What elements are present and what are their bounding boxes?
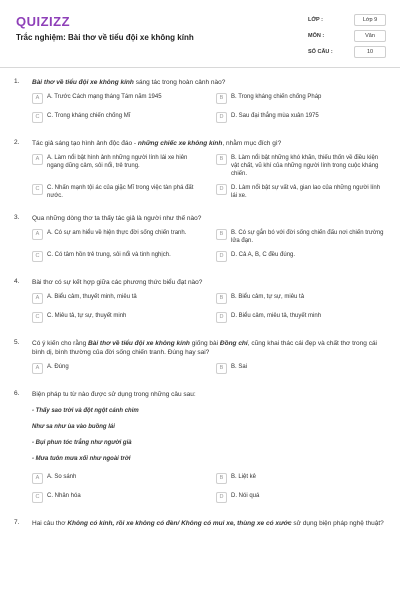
option-letter-box[interactable]: B (216, 154, 227, 165)
question-number: 4. (14, 278, 20, 285)
answer-option-c[interactable] (32, 311, 202, 325)
answer-options (32, 362, 386, 376)
option-letter-box[interactable]: D (216, 492, 227, 503)
option-letter-box[interactable]: D (216, 112, 227, 123)
meta-label: MÔN : (308, 33, 325, 39)
answer-option-c[interactable] (32, 491, 202, 505)
option-text: A. Làm nổi bật hình ảnh những người lính lái xe hiên ngang dũng cảm, sôi nổi, trẻ trung. (47, 155, 188, 169)
option-text: A. Trước Cách mạng tháng Tám năm 1945 (47, 94, 162, 100)
meta-row (308, 13, 386, 29)
question (0, 72, 400, 125)
option-letter-box[interactable]: C (32, 184, 43, 195)
question (0, 133, 400, 200)
question-text-part: Hai câu thơ (32, 520, 68, 527)
meta-value: Văn (354, 30, 386, 42)
question-text-emphasis: Đồng chí (219, 340, 248, 347)
option-text: C. Trong kháng chiến chống Mĩ (47, 113, 131, 119)
meta-value: Lớp 9 (354, 14, 386, 26)
option-letter-box[interactable]: B (216, 473, 227, 484)
option-letter-box[interactable]: C (32, 492, 43, 503)
option-text: B. Có sự gắn bó với đời sống chiến đấu nơi chiến trường lửa đạn. (231, 230, 384, 244)
option-letter-box[interactable]: D (216, 251, 227, 262)
question-text-part: , cũng khai thác cái đẹp và chất thơ trong cái bình dị, bình thường của đời sống chiến tranh. Đúng hay sai? (32, 340, 378, 356)
option-text: B. Biểu cảm, tự sự, miêu tả (231, 294, 305, 300)
answer-option-d[interactable] (216, 111, 386, 125)
answer-option-d[interactable] (216, 311, 386, 325)
question-text (32, 78, 386, 87)
answer-option-b[interactable] (216, 153, 386, 178)
option-letter-box[interactable]: B (216, 363, 227, 374)
question-text-part: Có ý kiến cho rằng (32, 340, 89, 347)
meta-row (308, 45, 386, 61)
meta-value: 10 (354, 46, 386, 58)
poem-line: - Mưa tuôn mưa xối như ngoài trời (32, 456, 131, 462)
option-text: A. Có sự am hiểu về hiện thực đời sống chiến tranh. (47, 230, 187, 236)
question (0, 384, 400, 505)
option-text: D. Biểu cảm, miêu tả, thuyết minh (231, 313, 322, 319)
answer-options (32, 228, 386, 264)
page-header (0, 0, 400, 68)
question-text (32, 339, 386, 357)
question-text-part: sáng tác trong hoàn cảnh nào? (133, 79, 226, 86)
question-text (32, 390, 386, 399)
quizizz-logo: QUIZIZZ (16, 14, 71, 29)
answer-options (32, 472, 386, 505)
question-text-part: , nhằm mục đích gì? (222, 140, 282, 147)
option-text: A. So sánh (47, 474, 77, 480)
poem-line: - Thấy sao trời và đột ngột cánh chim (32, 408, 139, 414)
question-number: 5. (14, 339, 20, 346)
answer-options (32, 292, 386, 325)
option-letter-box[interactable]: A (32, 363, 43, 374)
option-text: A. Đúng (47, 364, 69, 370)
answer-option-c[interactable] (32, 250, 202, 264)
option-text: B. Liệt kê (231, 474, 257, 480)
question (0, 208, 400, 264)
option-text: B. Làm nổi bật những khó khăn, thiếu thốn về điều kiện vật chất, vũ khí của những người lính trong cuộc kháng chiến. (231, 155, 379, 177)
answer-option-a[interactable] (32, 228, 202, 245)
option-text: D. Làm nổi bật sự vất vả, gian lao của những người lính lái xe. (231, 185, 381, 199)
poem-line: Như sa như ùa vào buồng lái (32, 424, 115, 430)
question-list (0, 72, 400, 528)
question-text-emphasis: Bài thơ về tiểu đội xe không kính (88, 340, 190, 347)
option-letter-box[interactable]: A (32, 229, 43, 240)
meta-row (308, 29, 386, 45)
option-letter-box[interactable]: C (32, 251, 43, 262)
question-number: 6. (14, 390, 20, 397)
answer-option-a[interactable] (32, 153, 202, 178)
answer-option-c[interactable] (32, 183, 202, 200)
option-text: C. Miêu tả, tự sự, thuyết minh (47, 313, 127, 319)
option-letter-box[interactable]: C (32, 112, 43, 123)
answer-option-a[interactable] (32, 362, 202, 376)
poem-line: - Bụi phun tóc trắng như người già (32, 440, 132, 446)
answer-option-b[interactable] (216, 92, 386, 106)
question-text (32, 139, 386, 148)
question-text-part: Bài thơ có sự kết hợp giữa các phương thức biểu đạt nào? (32, 279, 203, 286)
option-letter-box[interactable]: A (32, 154, 43, 165)
option-text: B. Sai (231, 364, 248, 370)
question-text-part: Biện pháp tu từ nào được sử dụng trong những câu sau: (32, 391, 196, 398)
answer-option-b[interactable] (216, 228, 386, 245)
question-text-part: sử dụng biện pháp nghệ thuật? (291, 520, 384, 527)
question-number: 1. (14, 78, 20, 85)
meta-label: LỚP : (308, 17, 323, 23)
question-text-emphasis: những chiếc xe không kính (137, 140, 223, 147)
meta-label: SỐ CÂU : (308, 49, 333, 55)
page-title: Trắc nghiệm: Bài thơ về tiểu đội xe không kính (16, 33, 194, 42)
question-number: 3. (14, 214, 20, 221)
answer-option-b[interactable] (216, 362, 386, 376)
option-text: C. Nhấn mạnh tội ác của giặc Mĩ trong việc tàn phá đất nước. (47, 185, 194, 199)
question (0, 333, 400, 376)
option-text: B. Trong kháng chiến chống Pháp (231, 94, 322, 100)
answer-option-c[interactable] (32, 111, 202, 125)
answer-option-b[interactable] (216, 292, 386, 306)
option-text: D. Nói quá (231, 493, 260, 499)
option-text: C. Có tâm hồn trẻ trung, sôi nổi và tinh nghịch. (47, 252, 171, 258)
quiz-meta (308, 13, 386, 61)
answer-option-a[interactable] (32, 472, 202, 486)
option-letter-box[interactable]: B (216, 229, 227, 240)
option-text: D. Cả A, B, C đều đúng. (231, 252, 296, 258)
answer-option-d[interactable] (216, 183, 386, 200)
question (0, 513, 400, 528)
question-text-part: Tác giả sáng tạo hình ảnh độc đáo - (32, 140, 138, 147)
option-letter-box[interactable]: A (32, 293, 43, 304)
question-text-emphasis: Bài thơ về tiểu đội xe không kính (32, 79, 134, 86)
question-text (32, 278, 386, 287)
option-text: C. Nhân hóa (47, 493, 81, 499)
question (0, 272, 400, 325)
question-number: 7. (14, 519, 20, 526)
option-letter-box[interactable]: D (216, 184, 227, 195)
option-letter-box[interactable]: A (32, 93, 43, 104)
option-letter-box[interactable]: B (216, 93, 227, 104)
option-letter-box[interactable]: C (32, 312, 43, 323)
option-text: D. Sau đại thắng mùa xuân 1975 (231, 113, 319, 119)
question-text (32, 214, 386, 223)
option-letter-box[interactable]: B (216, 293, 227, 304)
question-text-part: giống bài (189, 340, 220, 347)
option-letter-box[interactable]: A (32, 473, 43, 484)
answer-option-d[interactable] (216, 250, 386, 264)
answer-options (32, 92, 386, 125)
poem-excerpt (32, 403, 386, 467)
answer-option-a[interactable] (32, 292, 202, 306)
answer-option-a[interactable] (32, 92, 202, 106)
option-letter-box[interactable]: D (216, 312, 227, 323)
question-text (32, 519, 386, 528)
question-number: 2. (14, 139, 20, 146)
answer-options (32, 153, 386, 200)
answer-option-b[interactable] (216, 472, 386, 486)
answer-option-d[interactable] (216, 491, 386, 505)
question-text-emphasis: Không có kính, rồi xe không có đèn/ Không có mui xe, thùng xe có xước (67, 520, 292, 527)
question-text-part: Qua những dòng thơ ta thấy tác giả là người như thế nào? (32, 215, 202, 222)
option-text: A. Biểu cảm, thuyết minh, miêu tả (47, 294, 137, 300)
